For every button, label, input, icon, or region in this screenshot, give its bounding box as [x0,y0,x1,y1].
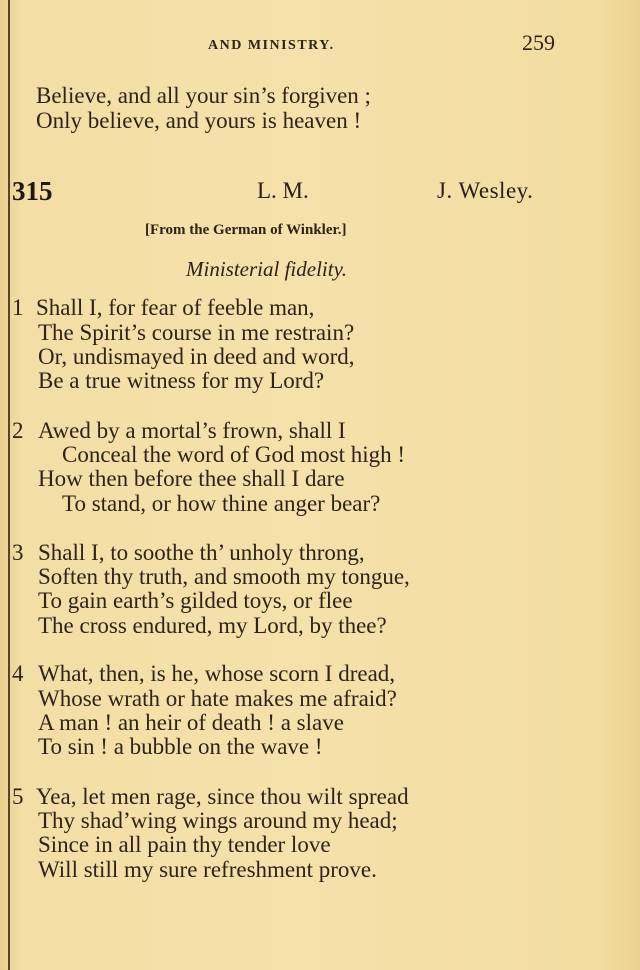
verse-line: The cross endured, my Lord, by thee? [38,613,387,638]
hymn-title: Ministerial fidelity. [186,257,347,281]
verse-line: Since in all pain thy tender love [38,832,331,857]
stanza-number: 3 [12,540,24,565]
prev-hymn-line: Believe, and all your sin’s forgiven ; [36,83,371,108]
page-edge-line [8,0,10,970]
verse-line: Awed by a mortal’s frown, shall I [38,418,346,443]
stanza-number: 5 [12,784,24,809]
verse-line: Or, undismayed in deed and word, [38,344,355,369]
verse-line: Shall I, to soothe th’ unholy throng, [38,540,365,565]
verse-line: To stand, or how thine anger bear? [62,491,381,516]
stanza-number: 2 [12,418,24,443]
stanza-number: 1 [12,295,24,320]
verse-line: Be a true witness for my Lord? [38,368,325,393]
verse-line: A man ! an heir of death ! a slave [38,710,344,735]
verse-line: Shall I, for fear of feeble man, [36,295,315,320]
hymn-meter: L. M. [257,178,309,203]
verse-line: Whose wrath or hate makes me afraid? [38,686,397,711]
verse-line: Will still my sure refreshment prove. [38,857,377,882]
verse-line: The Spirit’s course in me restrain? [38,320,355,345]
page-number: 259 [522,30,555,55]
running-head: AND MINISTRY. [208,38,335,53]
verse-line: How then before thee shall I dare [38,466,345,491]
verse-line: To sin ! a bubble on the wave ! [38,734,323,759]
verse-line: What, then, is he, whose scorn I dread, [38,661,396,686]
hymn-author: J. Wesley. [437,178,534,203]
hymn-number: 315 [12,176,53,206]
page-header [0,30,640,60]
verse-line: To gain earth’s gilded toys, or flee [38,588,353,613]
hymn-source: [From the German of Winkler.] [145,222,347,238]
prev-hymn-line: Only believe, and yours is heaven ! [36,108,362,133]
stanza-number: 4 [12,661,24,686]
verse-line: Soften thy truth, and smooth my tongue, [38,564,410,589]
verse-line: Thy shad’wing wings around my head; [38,808,398,833]
verse-line: Conceal the word of God most high ! [62,442,406,467]
verse-line: Yea, let men rage, since thou wilt spread [36,784,409,809]
